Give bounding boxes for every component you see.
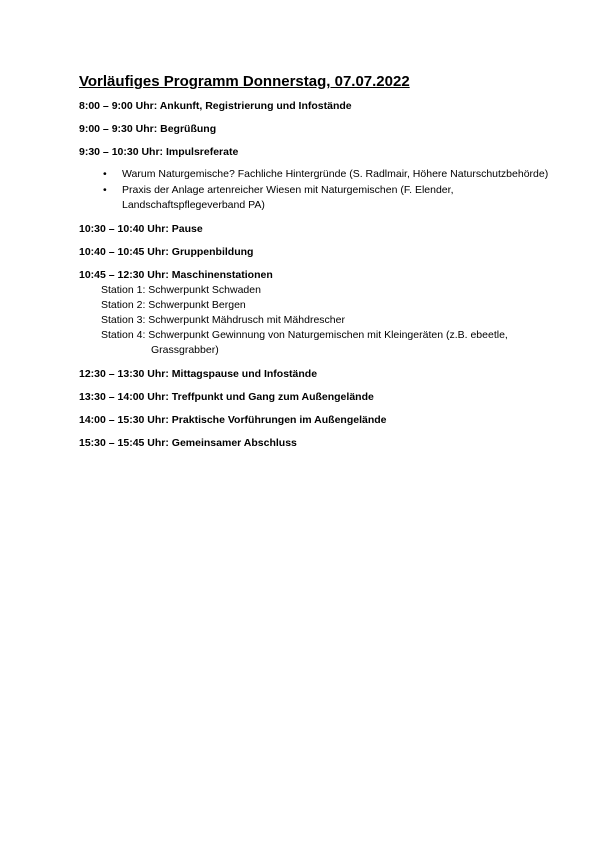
schedule-entry [79, 268, 549, 358]
station-text-continuation: Grassgrabber) [151, 344, 219, 356]
entry-heading: 9:00 – 9:30 Uhr: Begrüßung [79, 123, 217, 135]
station-label: Station 2: [101, 299, 146, 311]
station-text: Schwerpunkt Mähdrusch mit Mähdrescher [148, 314, 345, 326]
station-text: Schwerpunkt Bergen [148, 299, 246, 311]
station-item [79, 328, 549, 358]
entry-heading: 10:40 – 10:45 Uhr: Gruppenbildung [79, 246, 254, 258]
page-title: Vorläufiges Programm Donnerstag, 07.07.2022 [79, 73, 410, 90]
schedule-entry [79, 222, 549, 236]
station-label: Station 3: [101, 314, 146, 326]
talk-item [79, 183, 549, 213]
station-list [79, 283, 549, 358]
station-label: Station 4: [101, 329, 146, 341]
schedule-entry [79, 99, 549, 113]
schedule-entry [79, 413, 549, 427]
station-item [79, 283, 549, 298]
entry-heading: 13:30 – 14:00 Uhr: Treffpunkt und Gang zum Außengelände [79, 391, 374, 403]
talk-text: Praxis der Anlage artenreicher Wiesen mit Naturgemischen (F. Elender, Landschaftspflegeverband PA) [122, 184, 454, 211]
schedule-entry [79, 122, 549, 136]
schedule-entry [79, 367, 549, 381]
station-item [79, 313, 549, 328]
program-content [79, 72, 549, 459]
station-text: Schwerpunkt Schwaden [148, 284, 261, 296]
entry-heading: 10:45 – 12:30 Uhr: Maschinenstationen [79, 269, 273, 281]
station-text: Schwerpunkt Gewinnung von Naturgemischen mit Kleingeräten (z.B. ebeetle, [148, 329, 508, 341]
schedule-entry [79, 145, 549, 213]
talk-item [79, 167, 549, 182]
entry-heading: 15:30 – 15:45 Uhr: Gemeinsamer Abschluss [79, 437, 297, 449]
entry-heading: 8:00 – 9:00 Uhr: Ankunft, Registrierung und Infostände [79, 100, 352, 112]
bullet-icon: • [103, 184, 107, 196]
entry-heading: 9:30 – 10:30 Uhr: Impulsreferate [79, 146, 239, 158]
entry-heading: 12:30 – 13:30 Uhr: Mittagspause und Infostände [79, 368, 318, 380]
station-item [79, 298, 549, 313]
schedule-entry [79, 390, 549, 404]
schedule-entry [79, 436, 549, 450]
bullet-icon: • [103, 168, 107, 180]
talk-list [79, 167, 549, 213]
schedule-entry [79, 245, 549, 259]
entry-heading: 14:00 – 15:30 Uhr: Praktische Vorführungen im Außengelände [79, 414, 387, 426]
entry-heading: 10:30 – 10:40 Uhr: Pause [79, 223, 203, 235]
station-label: Station 1: [101, 284, 146, 296]
talk-text: Warum Naturgemische? Fachliche Hintergründe (S. Radlmair, Höhere Naturschutzbehörde) [122, 168, 549, 180]
